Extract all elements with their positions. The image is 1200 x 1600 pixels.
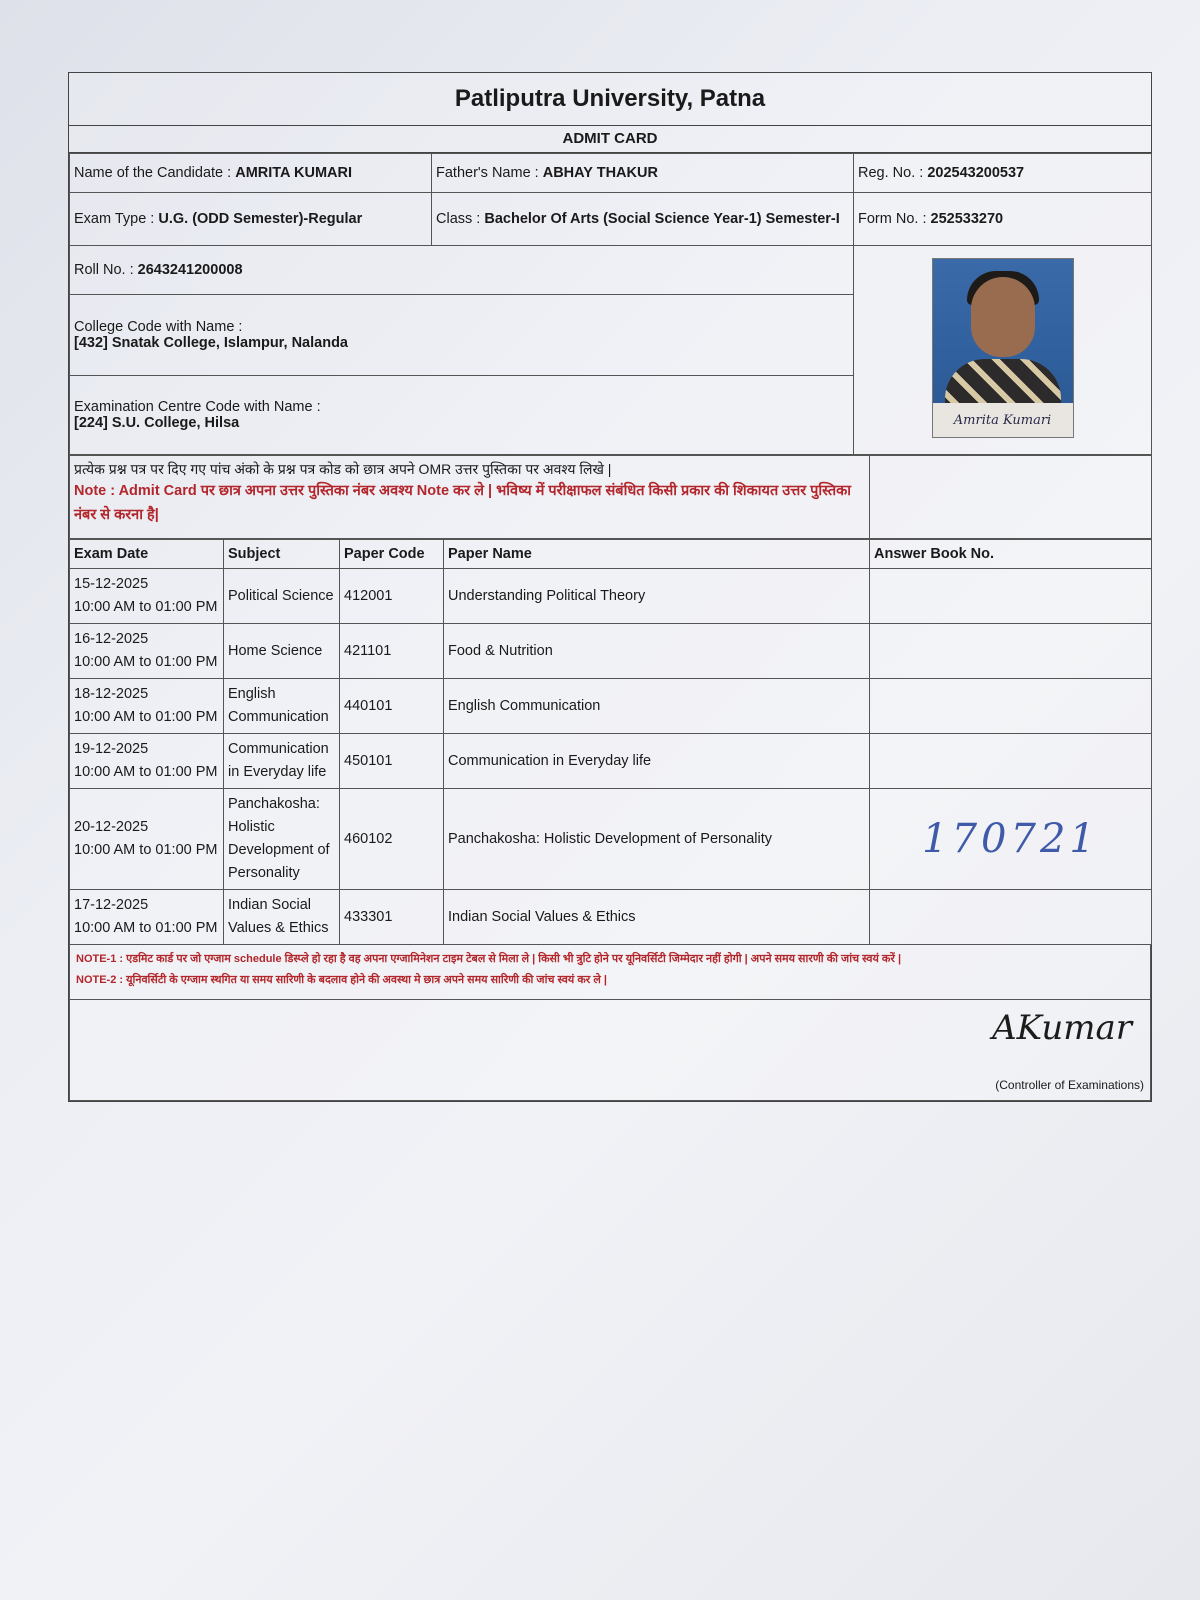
instructions-table xyxy=(69,455,1152,539)
reg-no-cell: Reg. No. : 202543200537 xyxy=(854,154,1152,193)
table-row xyxy=(70,624,1152,679)
exam-date-cell: 18-12-2025 10:00 AM to 01:00 PM xyxy=(70,679,224,734)
instructions-cell xyxy=(70,456,870,539)
answer-book-cell xyxy=(870,679,1152,734)
paper-code-cell: 450101 xyxy=(340,734,444,789)
centre-cell: Examination Centre Code with Name : [224] S.U. College, Hilsa xyxy=(70,376,854,455)
answer-book-cell: 170721 xyxy=(870,789,1152,890)
table-row xyxy=(70,890,1152,945)
exam-type: U.G. (ODD Semester)-Regular xyxy=(158,211,363,227)
father-name-cell: Father's Name : ABHAY THAKUR xyxy=(432,154,854,193)
subject-cell: Communication in Everyday life xyxy=(224,734,340,789)
controller-designation: (Controller of Examinations) xyxy=(995,1078,1144,1092)
paper-code-cell: 412001 xyxy=(340,569,444,624)
header-subject: Subject xyxy=(224,540,340,569)
exam-date-cell: 19-12-2025 10:00 AM to 01:00 PM xyxy=(70,734,224,789)
candidate-photo-signature: Amrita Kumari xyxy=(953,412,1052,428)
paper-name-cell: Food & Nutrition xyxy=(444,624,870,679)
paper-code-cell: 421101 xyxy=(340,624,444,679)
roll-no: 2643241200008 xyxy=(137,262,243,278)
note-1: NOTE-1 : एडमिट कार्ड पर जो एग्जाम schedule डिस्प्ले हो रहा है वह अपना एग्जामिनेशन टाइम टेबल से मिला ले | किसी भी त्रुटि होने पर यूनिवर्सिटी जिम्मेदार नहीं होगी | अपने समय सारणी की जांच स्वयं करें | xyxy=(76,953,902,965)
college-cell: College Code with Name : [432] Snatak College, Islampur, Nalanda xyxy=(70,295,854,376)
paper-code-cell: 460102 xyxy=(340,789,444,890)
father-name: ABHAY THAKUR xyxy=(542,165,658,181)
candidate-info-table xyxy=(69,153,1152,455)
form-no: 252533270 xyxy=(930,211,1004,227)
exam-type-cell: Exam Type : U.G. (ODD Semester)-Regular xyxy=(70,193,432,246)
reg-no: 202543200537 xyxy=(927,165,1025,181)
paper-name-cell: Understanding Political Theory xyxy=(444,569,870,624)
exam-date-cell: 17-12-2025 10:00 AM to 01:00 PM xyxy=(70,890,224,945)
exam-date-cell: 20-12-2025 10:00 AM to 01:00 PM xyxy=(70,789,224,890)
photo-cell xyxy=(854,246,1152,455)
subject-cell: Indian Social Values & Ethics xyxy=(224,890,340,945)
subject-cell: Home Science xyxy=(224,624,340,679)
subject-cell: Political Science xyxy=(224,569,340,624)
candidate-name: AMRITA KUMARI xyxy=(235,165,353,181)
table-row xyxy=(70,734,1152,789)
footer-notes xyxy=(69,945,1151,1000)
admit-card xyxy=(68,72,1152,1102)
note-2: NOTE-2 : यूनिवर्सिटी के एग्जाम स्थगित या समय सारिणी के बदलाव होने की अवस्था मे छात्र अपने समय सारिणी की जांच स्वयं कर ले | xyxy=(76,974,607,986)
header-paper-name: Paper Name xyxy=(444,540,870,569)
header-answer-book: Answer Book No. xyxy=(870,540,1152,569)
class-cell: Class : Bachelor Of Arts (Social Science Year-1) Semester-I xyxy=(432,193,854,246)
paper-name-cell: Indian Social Values & Ethics xyxy=(444,890,870,945)
centre-name: [224] S.U. College, Hilsa xyxy=(74,415,240,431)
college-name: [432] Snatak College, Islampur, Nalanda xyxy=(74,335,348,351)
controller-signature: AKumar xyxy=(992,1008,1132,1048)
candidate-name-cell: Name of the Candidate : AMRITA KUMARI xyxy=(70,154,432,193)
header-paper-code: Paper Code xyxy=(340,540,444,569)
roll-no-cell: Roll No. : 2643241200008 xyxy=(70,246,854,295)
exam-date-cell: 15-12-2025 10:00 AM to 01:00 PM xyxy=(70,569,224,624)
paper-name-cell: English Communication xyxy=(444,679,870,734)
answer-book-cell xyxy=(870,624,1152,679)
subject-cell: English Communication xyxy=(224,679,340,734)
signature-area xyxy=(69,1000,1151,1101)
document-title: ADMIT CARD xyxy=(69,126,1151,153)
class-name: Bachelor Of Arts (Social Science Year-1) Semester-I xyxy=(484,211,840,227)
paper-code-cell: 440101 xyxy=(340,679,444,734)
answer-book-cell xyxy=(870,569,1152,624)
table-row xyxy=(70,789,1152,890)
exam-date-cell: 16-12-2025 10:00 AM to 01:00 PM xyxy=(70,624,224,679)
exam-schedule-table xyxy=(69,539,1152,945)
form-no-cell: Form No. : 252533270 xyxy=(854,193,1152,246)
answer-book-cell xyxy=(870,734,1152,789)
table-row xyxy=(70,679,1152,734)
university-title: Patliputra University, Patna xyxy=(69,73,1151,126)
subject-cell: Panchakosha: Holistic Development of Personality xyxy=(224,789,340,890)
header-exam-date: Exam Date xyxy=(70,540,224,569)
table-row xyxy=(70,569,1152,624)
paper-code-cell: 433301 xyxy=(340,890,444,945)
omr-instruction: प्रत्येक प्रश्न पत्र पर दिए गए पांच अंको के प्रश्न पत्र कोड को छात्र अपने OMR उत्तर पुस्तिका पर अवश्य लिखे | xyxy=(74,461,612,477)
admit-card-note: Note : Admit Card पर छात्र अपना उत्तर पुस्तिका नंबर अवश्य Note कर ले | भविष्य में परीक्षाफल संबंधित किसी प्रकार की शिकायत उत्तर पुस्तिका नंबर से करना है| xyxy=(74,483,851,523)
paper-name-cell: Panchakosha: Holistic Development of Personality xyxy=(444,789,870,890)
answer-book-cell xyxy=(870,890,1152,945)
candidate-photo xyxy=(932,258,1074,438)
paper-name-cell: Communication in Everyday life xyxy=(444,734,870,789)
